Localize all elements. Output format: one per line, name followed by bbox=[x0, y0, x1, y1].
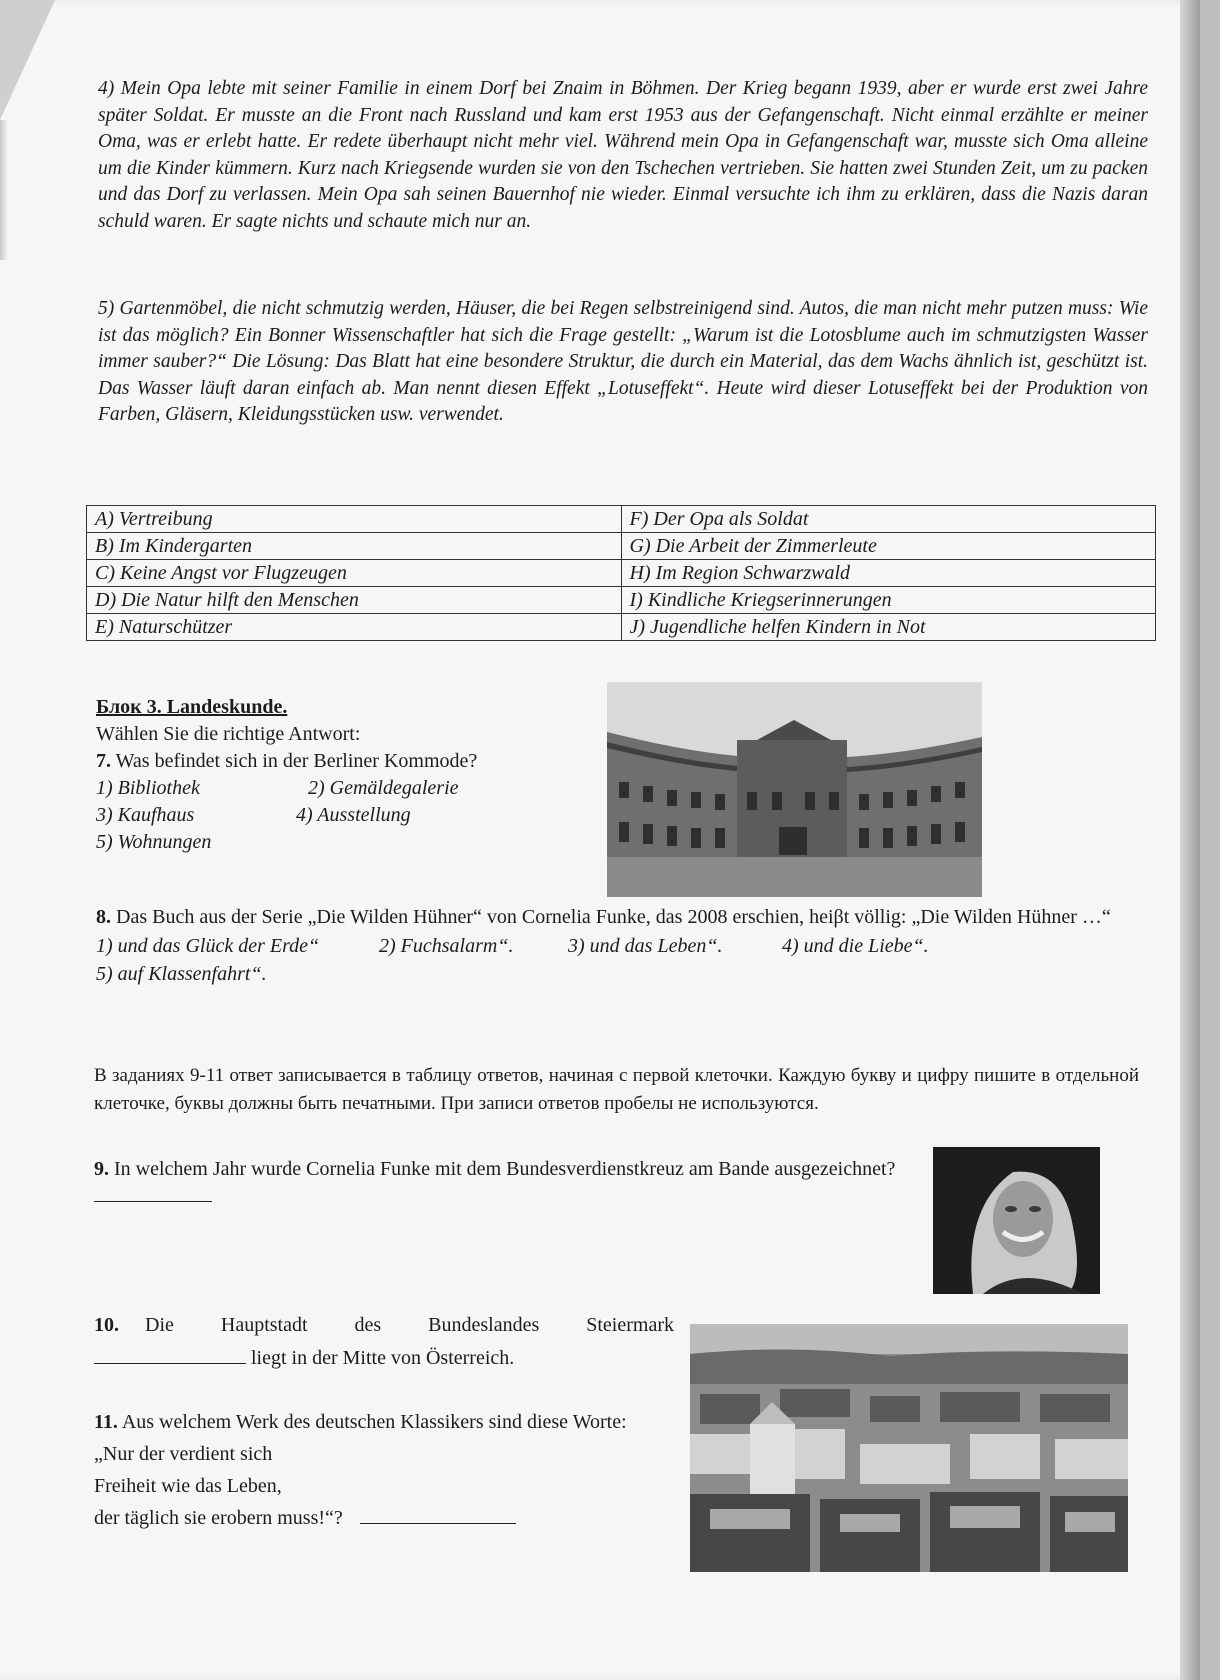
question-text: liegt in der Mitte von Österreich. bbox=[251, 1347, 515, 1369]
question-8 bbox=[96, 904, 1156, 991]
answer-option: 1) und das Glück der Erde“ bbox=[96, 935, 320, 957]
question-10 bbox=[94, 1312, 674, 1372]
question-9 bbox=[94, 1156, 914, 1210]
topic-cell: I) Kindliche Kriegserinnerungen bbox=[621, 587, 1156, 614]
table-row bbox=[87, 614, 1156, 641]
berliner-kommode-photo bbox=[607, 682, 982, 897]
topic-cell: E) Naturschützer bbox=[87, 614, 622, 641]
quote-line: der täglich sie erobern muss!“? bbox=[94, 1507, 343, 1529]
question-7 bbox=[96, 748, 596, 775]
city-image bbox=[690, 1324, 1128, 1572]
answer-blank[interactable] bbox=[360, 1505, 516, 1524]
text-paragraph-5: 5) Gartenmöbel, die nicht schmutzig werden, Häuser, die bei Regen selbstreinigend sind. Autos, die man nicht mehr putzen muss: Wie ist das möglich? Ein Bonner Wissenschaftler hat sich die Frage gestellt: „Warum ist die Lotosblume auch im schmutzigsten Wasser immer sauber?“ Die Lösung: Das Blatt hat eine besondere Struktur, die durch ein Material, das dem Wachs ähnlich ist, geschützt ist. Das Wasser läuft daran einfach ab. Man nennt diesen Effekt „Lotuseffekt“. Heute wird dieser Lotuseffekt bei der Produktion von Farben, Gläsern, Kleidungsstücken usw. verwendet. bbox=[98, 298, 1148, 425]
answer-option: 4) Ausstellung bbox=[296, 804, 411, 826]
question-text: Was befindet sich in der Berliner Kommode? bbox=[115, 750, 478, 772]
question-number: 9. bbox=[94, 1158, 109, 1180]
answer-option: 4) und die Liebe“. bbox=[782, 935, 929, 957]
portrait-photo bbox=[933, 1147, 1100, 1294]
answer-option: 5) Wohnungen bbox=[96, 831, 212, 853]
folded-corner bbox=[0, 0, 55, 120]
q8-options bbox=[96, 933, 1156, 991]
block-heading: Блок 3. Landeskunde. bbox=[96, 696, 288, 718]
question-10-line bbox=[94, 1312, 674, 1339]
question-text: Das Buch aus der Serie „Die Wilden Hühner“ von Cornelia Funke, das 2008 erschien, heiβt völlig: „Die Wilden Hühner …“ bbox=[116, 906, 1111, 928]
portrait-image bbox=[933, 1147, 1100, 1294]
question-number: 11. bbox=[94, 1411, 118, 1433]
instruction-text: В заданиях 9-11 ответ записывается в таблицу ответов, начиная с первой клеточки. Каждую букву и цифру пишите в отдельной клеточке, буквы должны быть печатными. При записи ответов пробелы не используются. bbox=[94, 1065, 1139, 1114]
question-text: Aus welchem Werk des deutschen Klassikers sind diese Worte: bbox=[121, 1411, 627, 1433]
question-text: In welchem Jahr wurde Cornelia Funke mit dem Bundesverdienstkreuz am Bande ausgezeichnet? bbox=[114, 1158, 896, 1180]
topic-cell: D) Die Natur hilft den Menschen bbox=[87, 587, 622, 614]
table-row bbox=[87, 587, 1156, 614]
question-text: Die Hauptstadt des Bundeslandes Steiermark bbox=[145, 1314, 674, 1336]
topics-table bbox=[86, 505, 1156, 641]
quote-line: „Nur der verdient sich bbox=[94, 1443, 273, 1465]
q7-options bbox=[96, 775, 596, 856]
topic-cell: J) Jugendliche helfen Kindern in Not bbox=[621, 614, 1156, 641]
topic-cell: G) Die Arbeit der Zimmerleute bbox=[621, 533, 1156, 560]
topic-cell: F) Der Opa als Soldat bbox=[621, 506, 1156, 533]
question-number: 7. bbox=[96, 750, 111, 772]
text-paragraph-4: 4) Mein Opa lebte mit seiner Familie in einem Dorf bei Znaim in Böhmen. Der Krieg begann 1939, aber er wurde erst zwei Jahre später Soldat. Er musste an die Front nach Russland und kam erst 1953 aus der Gefangenschaft. Nicht einmal erzählte er meiner Oma, was er erlebt hatte. Er redete überhaupt nicht mehr viel. Während mein Opa in Gefangenschaft war, musste sich Oma alleine um die Kinder kümmern. Kurz nach Kriegsende wurden sie von den Tschechen vertrieben. Sie hatten zwei Stunden Zeit, um zu packen und das Dorf zu verlassen. Mein Opa sah seinen Bauernhof nie wieder. Einmal versuchte ich ihm zu erklären, dass die Nazis daran schuld waren. Er sagte nichts und schaute mich nur an. bbox=[98, 78, 1148, 232]
answer-blank[interactable] bbox=[94, 1345, 246, 1364]
answer-option: 3) Kaufhaus bbox=[96, 804, 195, 826]
topic-cell: H) Im Region Schwarzwald bbox=[621, 560, 1156, 587]
question-11 bbox=[94, 1406, 674, 1534]
page-edge bbox=[1180, 0, 1200, 1680]
answer-blank[interactable] bbox=[94, 1183, 212, 1202]
question-number: 10. bbox=[94, 1314, 119, 1336]
quote-line: Freiheit wie das Leben, bbox=[94, 1475, 282, 1497]
question-number: 8. bbox=[96, 906, 111, 928]
answer-option: 1) Bibliothek bbox=[96, 777, 200, 799]
block-instruction: Wählen Sie die richtige Antwort: bbox=[96, 723, 361, 745]
table-row bbox=[87, 533, 1156, 560]
building-image bbox=[607, 682, 982, 897]
city-photo bbox=[690, 1324, 1128, 1572]
block3-section bbox=[96, 694, 596, 856]
answer-option: 5) auf Klassenfahrt“. bbox=[96, 963, 267, 985]
table-row bbox=[87, 506, 1156, 533]
answer-option: 3) und das Leben“. bbox=[568, 935, 723, 957]
table-row bbox=[87, 560, 1156, 587]
page-shadow bbox=[0, 120, 8, 260]
answer-option: 2) Fuchsalarm“. bbox=[379, 935, 514, 957]
topic-cell: B) Im Kindergarten bbox=[87, 533, 622, 560]
topic-cell: A) Vertreibung bbox=[87, 506, 622, 533]
answer-option: 2) Gemäldegalerie bbox=[308, 777, 459, 799]
topic-cell: C) Keine Angst vor Flugzeugen bbox=[87, 560, 622, 587]
